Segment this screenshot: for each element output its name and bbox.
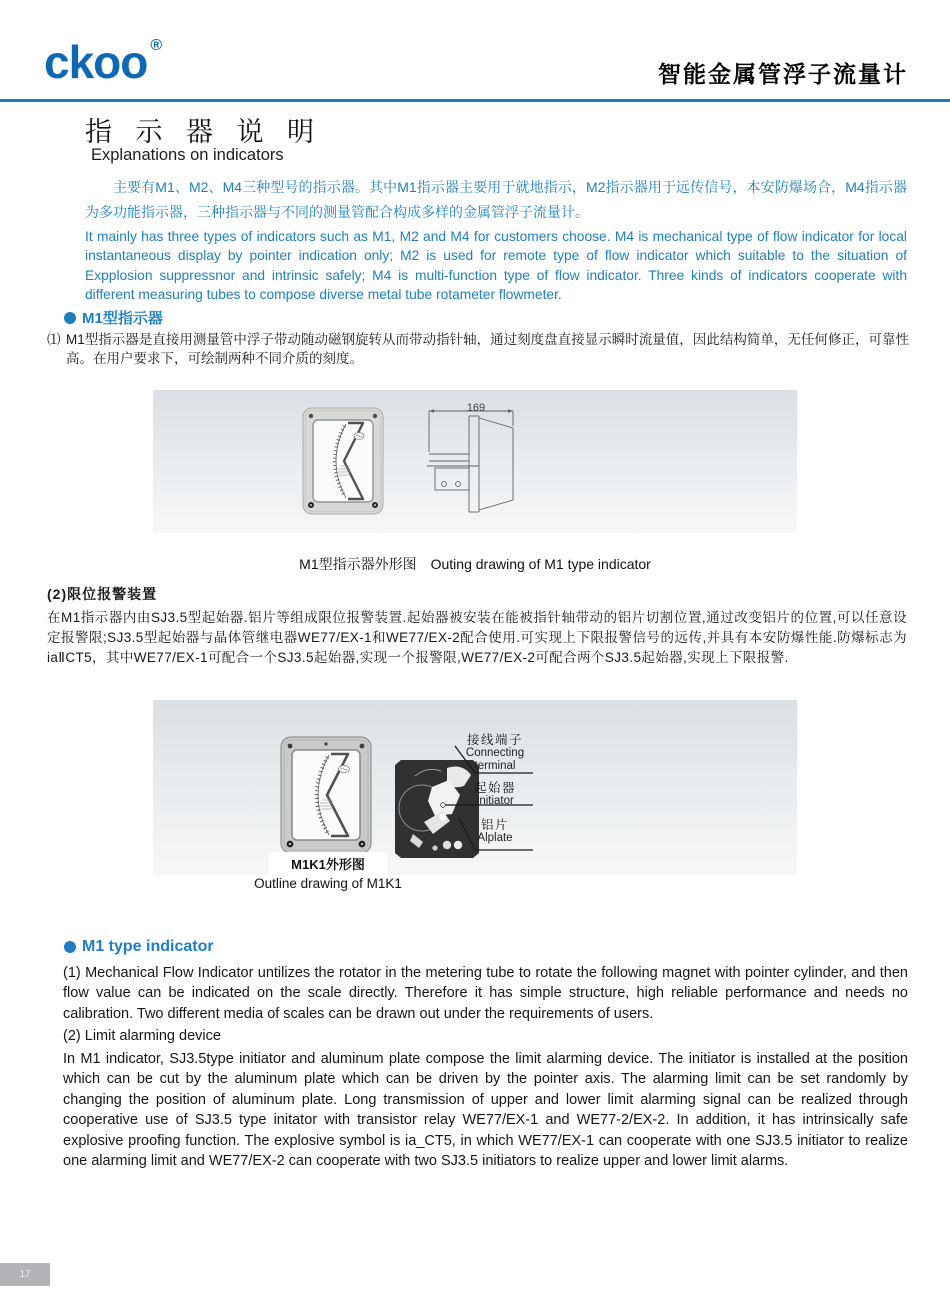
bullet-icon [64,312,76,324]
figure1-caption [153,554,797,574]
label-alplate [453,818,537,845]
brand-logo [44,36,162,88]
page-title-en: Explanations on indicators [91,146,284,164]
intro-paragraph-zh: 主要有M1、M2、M4三种型号的指示器。其中M1指示器主要用于就地指示，M2指示器用于远传信号，本安防爆场合，M4指示器为多功能指示器，三种指示器与不同的测量管配合构成多样的金属管浮子流量计。 [85,179,907,220]
product-title: 智能金属管浮子流量计 [658,61,908,87]
figure2-caption-zh: M1K1外形图 [269,852,387,875]
brand-logo-text: ckoo [44,36,148,88]
section-heading-m1-zh [64,307,163,328]
figure2-panel [153,700,797,875]
figure1-caption-zh: M1型指示器外形图 [299,556,417,572]
section-heading-m1-en [64,938,214,956]
item1-text: M1型指示器是直接用测量管中浮子带动随动磁钢旋转从而带动指针轴，通过刻度盘直接显示瞬时流量值，因此结构简单，无任何修正，可靠性高。在用户要求下，可绘制两种不同介质的刻度。 [66,332,909,366]
limit-alarming-device-heading-en: (2) Limit alarming device [63,1028,221,1044]
label-connecting-terminal [453,733,537,773]
label-connecting-terminal-en2: terminal [474,760,516,772]
m1-en-paragraph-1: (1) Mechanical Flow Indicator untilizes the rotator in the metering tube to rotate the following magnet with pointer cylinder, and then flow value can be indicated on the scale directly. Therefore it has simple structure, high reliable performance and needs no calibration. Two different media of scales can be drawn out under the requirements of users. [63,965,908,1022]
m1-item1-paragraph [47,330,909,368]
label-initiator-en1: Initiator [476,795,514,807]
dimension-label: 169 [466,402,486,414]
m1-indicator-side-drawing [427,404,515,516]
page-title-zh: 指 示 器 说 明 [85,117,323,147]
section-heading-m1-zh-label: M1型指示器 [82,310,163,327]
label-alplate-en1: Alplate [477,832,513,844]
m1-en-paragraph-2: In M1 indicator, SJ3.5type initiator and aluminum plate compose the limit alarming device. The initiator is installed at the position which can be cut by the aluminum plate which can be driven by the pointer axis. The alarming limit can be set randomly by changing the position of aluminum plate. Long transmission of upper and lower limit alarming signal can be realized through cooperative use of SJ3.5 type initator with transistor relay WE77/EX-1 and WE77-2/EX-2. In addition, it has intrinsically safe explosive proofing function. The explosive symbol is ia_CT5, in which WE77/EX-1 can cooperate with one SJ3.5 initiator to realize one alarming limit and WE77/EX-2 can cooperate with two SJ3.5 initiators to realize upper and lower limit alarms. [63,1051,908,1170]
figure2-caption-en: Outline drawing of M1K1 [254,876,402,891]
page-number: 17 [19,1269,31,1280]
label-alplate-zh: 铝片 [480,818,509,832]
intro-paragraph-en: It mainly has three types of indicators such as M1, M2 and M4 for customers choose. M4 is mechanical type of flow indicator for local instantaneous display by pointer indication only; M2 is used for remote type of flow indicator which suitable to the situation of Expplosion suppressnor and intrinsic safely; M4 is multi-function type of flow indicator. Three kinds of indicators cooperate with different measuring tubes to compose diverse metal tube rotameter flowmeter. [85,229,907,303]
figure1-panel [153,390,797,533]
limit-section-heading-zh: (2)限位报警装置 [47,586,158,602]
page-number-badge [0,1263,50,1286]
registered-trademark-icon: ® [150,37,162,54]
item1-marker: ⑴ [47,332,61,347]
limit-section-paragraph-zh: 在M1指示器内由SJ3.5型起始器.铝片等组成限位报警装置.起始器被安装在能被指针轴带动的铝片切割位置,通过改变铝片的位置,可以任意设定报警限;SJ3.5型起始器与晶体管继电器WE77/EX-1和WE77/EX-2配合使用.可实现上下限报警信号的远传,并具有本安防爆性能.防爆标志为iaⅡCT5，其中WE77/EX-1可配合一个SJ3.5起始器,实现一个报警限,WE77/EX-2可配合两个SJ3.5起始器,实现上下限报警. [47,610,907,665]
section-heading-m1-en-label: M1 type indicator [82,938,214,955]
header-divider [0,99,950,102]
label-initiator-zh: 起始器 [473,781,516,795]
m1-indicator-front-drawing [302,407,384,515]
label-connecting-terminal-en1: Connecting [465,747,525,759]
figure1-caption-en: Outing drawing of M1 type indicator [430,556,651,572]
bullet-icon [64,941,76,953]
label-connecting-terminal-zh: 接线端子 [466,733,523,747]
label-initiator [453,781,537,808]
